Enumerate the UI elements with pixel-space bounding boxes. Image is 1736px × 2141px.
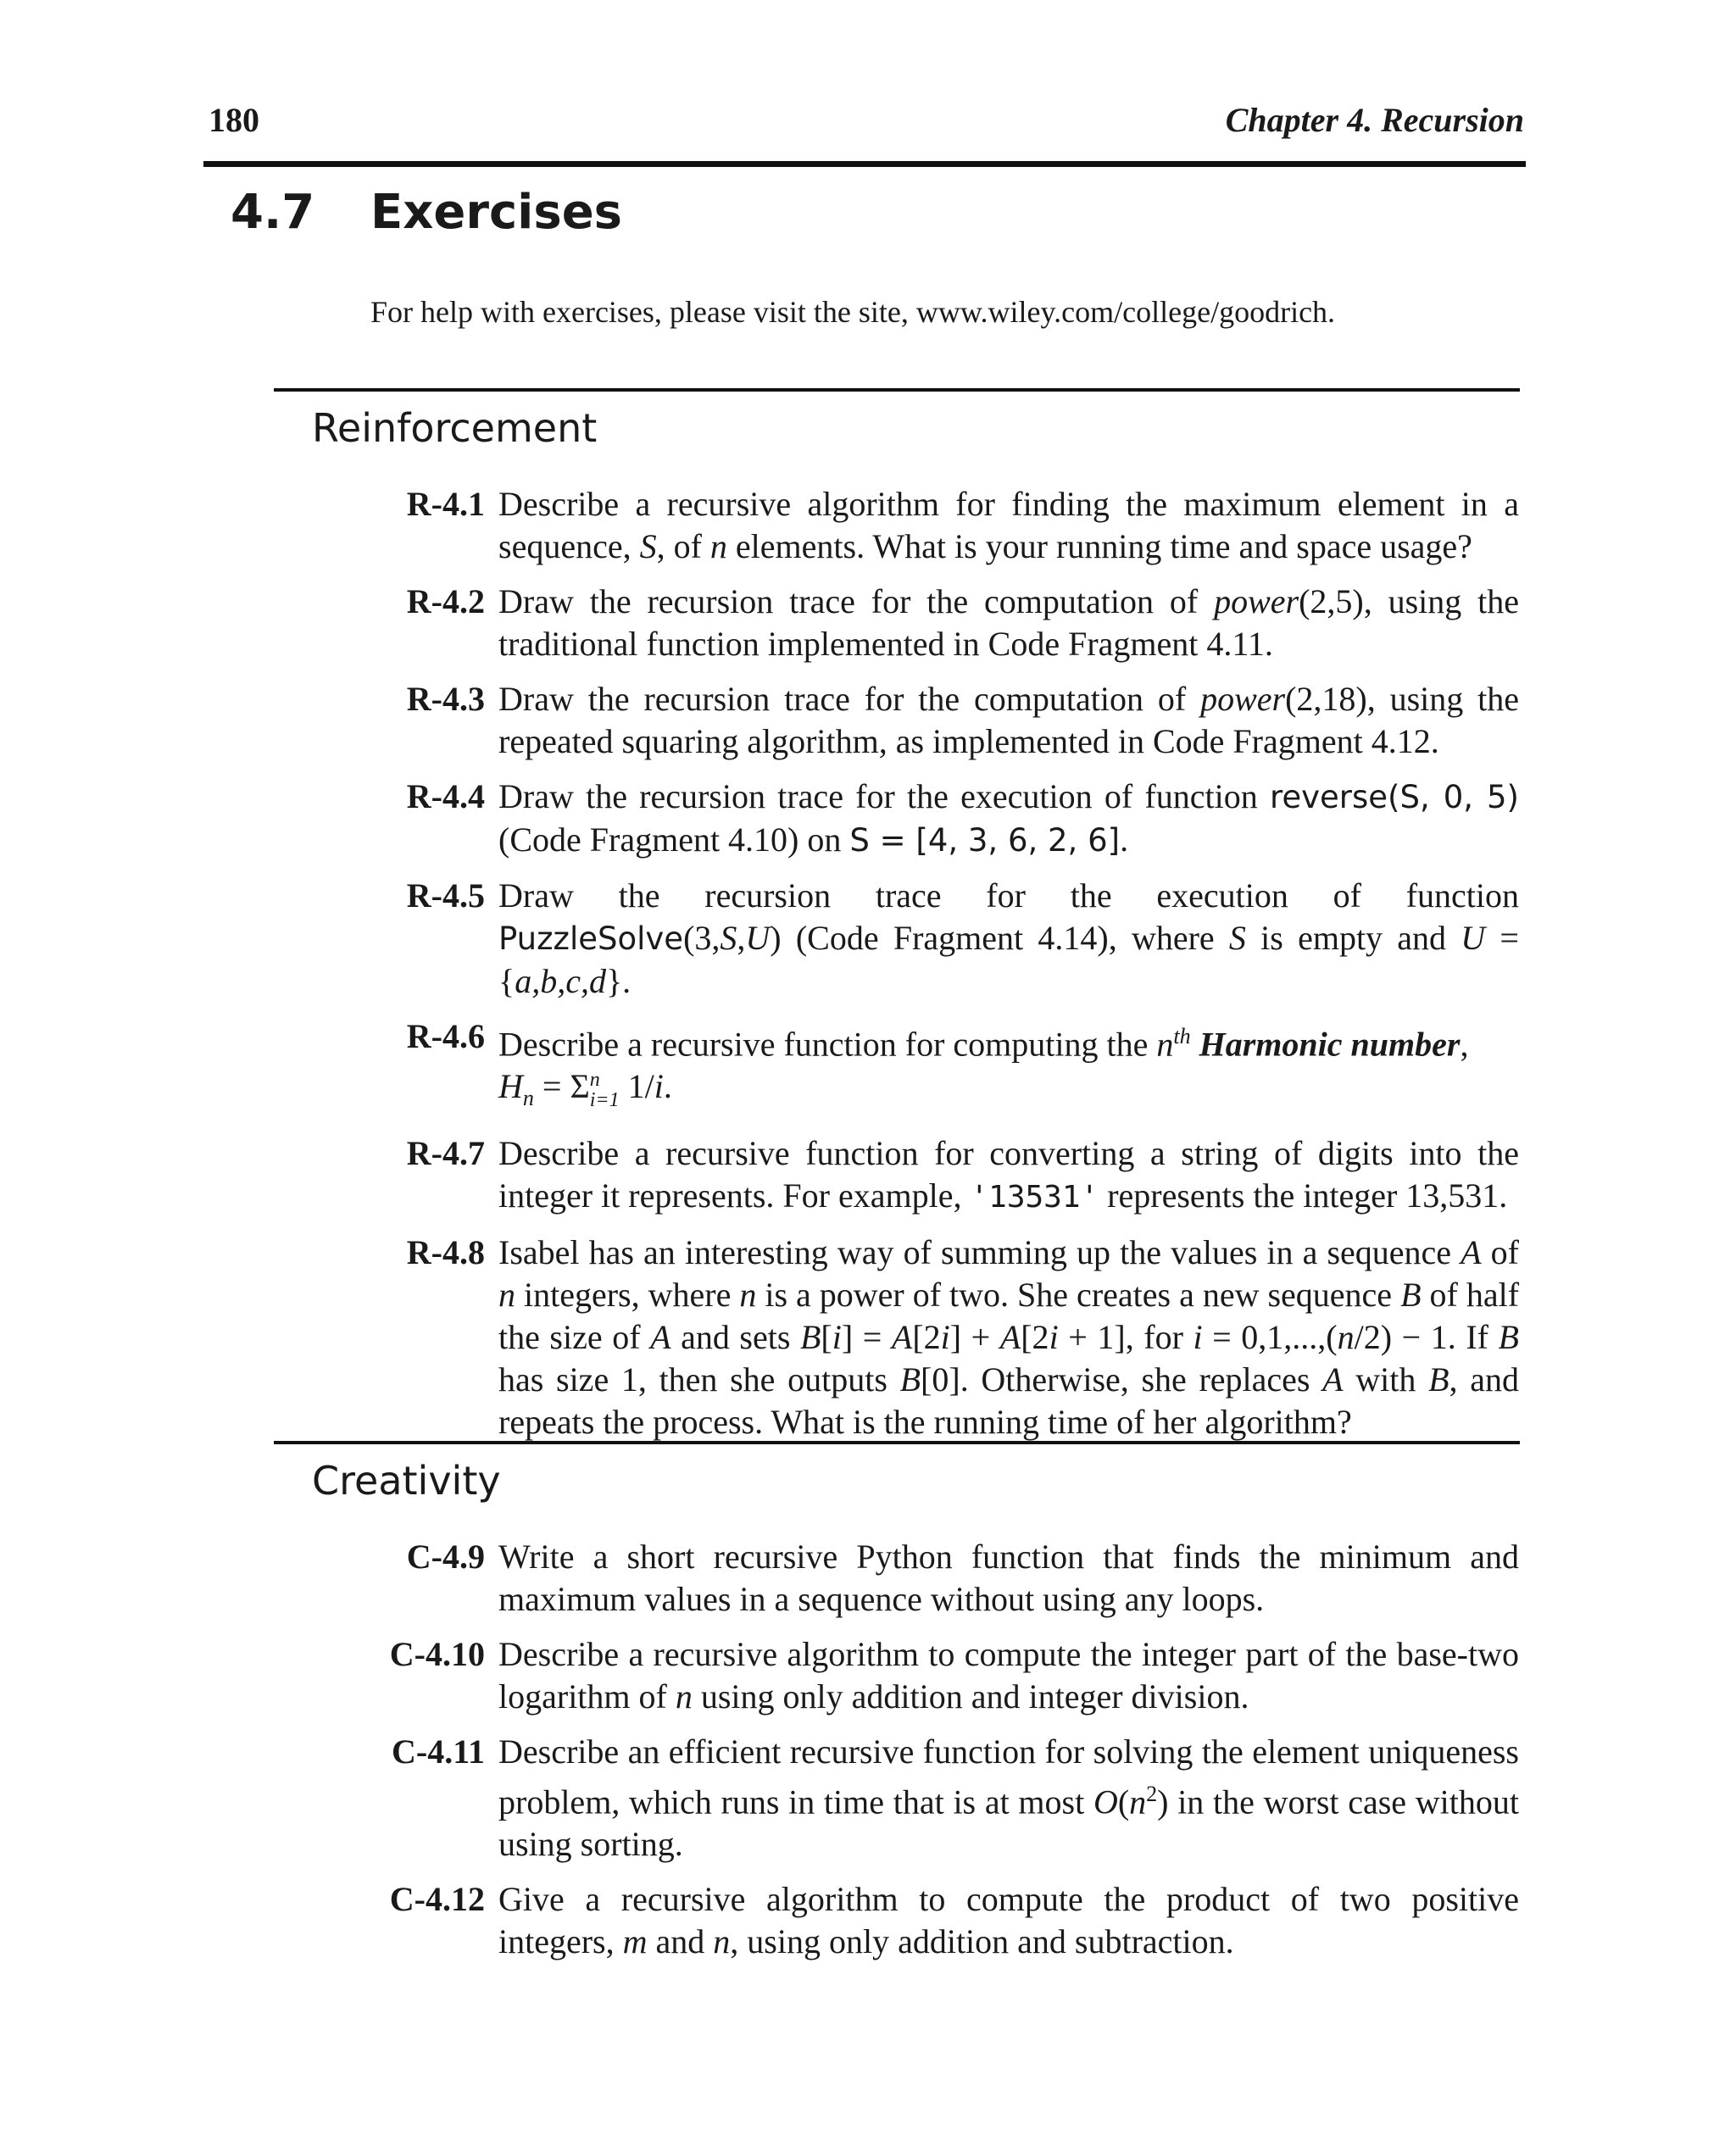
exercise-label: R-4.6 bbox=[406, 1017, 485, 1055]
exercise-c-4-9 bbox=[364, 1536, 1519, 1621]
section-number: 4.7 bbox=[231, 185, 315, 240]
exercise-label: C-4.10 bbox=[389, 1635, 485, 1673]
exercise-r-4-4 bbox=[364, 776, 1519, 862]
reinforcement-list bbox=[364, 483, 1519, 1456]
exercise-r-4-3 bbox=[364, 678, 1519, 763]
header-rule bbox=[203, 161, 1526, 167]
exercise-r-4-8 bbox=[364, 1232, 1519, 1443]
exercise-label: R-4.5 bbox=[406, 876, 485, 915]
running-head: Chapter 4. Recursion bbox=[1225, 101, 1524, 139]
exercise-text: Draw the recursion trace for the computation of power(2,5), using the traditional function implemented in Code Fragment 4.11. bbox=[498, 582, 1520, 663]
exercise-text: Describe a recursive algorithm for finding the maximum element in a sequence, S, of n elements. What is your running time and space usage? bbox=[498, 485, 1519, 565]
exercise-label: R-4.3 bbox=[406, 680, 485, 718]
exercise-text: Describe a recursive algorithm to compute the integer part of the base-two logarithm of n using only addition and integer division. bbox=[498, 1635, 1519, 1716]
section-heading bbox=[231, 185, 622, 240]
section-title: Exercises bbox=[370, 185, 623, 240]
exercise-text: Describe an efficient recursive function for solving the element uniqueness problem, which runs in time that is at most $O(n^2)$ in the worst case without using sorting. bbox=[498, 1732, 1519, 1864]
creativity-heading: Creativity bbox=[312, 1458, 501, 1504]
exercise-r-4-1 bbox=[364, 483, 1519, 568]
reinforcement-heading: Reinforcement bbox=[312, 405, 598, 451]
page-number: 180 bbox=[209, 101, 259, 139]
exercise-c-4-12 bbox=[364, 1878, 1519, 1963]
exercise-label: C-4.12 bbox=[389, 1880, 485, 1919]
exercise-text: Give a recursive algorithm to compute the product of two positive integers, m and n, using only addition and subtraction. bbox=[498, 1880, 1519, 1961]
creativity-list bbox=[364, 1536, 1519, 1976]
exercise-text: Isabel has an interesting way of summing up the values in a sequence A of n integers, where n is a power of two. She creates a new sequence B of half the size of A and sets B[i] = A[2i] + A[2i + 1], for i = 0,1,...,(n/2) − 1. If B has size 1, then she outputs B[0]. Otherwise, she replaces A with B, and repeats the process. What is the running time of her algorithm? bbox=[498, 1233, 1520, 1442]
exercise-label: R-4.1 bbox=[406, 485, 485, 523]
exercise-c-4-11 bbox=[364, 1731, 1519, 1866]
exercise-text: Describe a recursive function for converting a string of digits into the integer it represents. For example, '13531' represents the integer 13,531. bbox=[498, 1134, 1519, 1215]
exercise-r-4-6 bbox=[364, 1015, 1519, 1120]
exercise-label: R-4.4 bbox=[406, 777, 485, 815]
exercise-r-4-2 bbox=[364, 581, 1519, 665]
exercise-r-4-5 bbox=[364, 875, 1519, 1003]
exercise-text: Draw the recursion trace for the execution of function reverse(S, 0, 5) (Code Fragment 4.10) on S = [4, 3, 6, 2, 6]. bbox=[498, 777, 1519, 859]
exercise-label: C-4.9 bbox=[406, 1538, 485, 1576]
exercise-text: Describe a recursive function for computing the $n^{th}$ Harmonic number, $H_n = \Sigma$ n i=1 1/i. bbox=[498, 1024, 1469, 1112]
exercise-label: R-4.8 bbox=[406, 1233, 485, 1272]
reinforcement-rule bbox=[274, 388, 1520, 392]
exercise-label: R-4.2 bbox=[406, 582, 485, 620]
exercise-c-4-10 bbox=[364, 1633, 1519, 1718]
help-text: For help with exercises, please visit the site, www.wiley.com/college/goodrich. bbox=[370, 295, 1336, 329]
exercise-text: Write a short recursive Python function that finds the minimum and maximum values in a sequence without using any loops. bbox=[498, 1538, 1519, 1618]
exercise-label: R-4.7 bbox=[406, 1134, 485, 1173]
exercise-r-4-7 bbox=[364, 1132, 1519, 1219]
exercise-text: Draw the recursion trace for the execution of function PuzzleSolve(3,S,U) (Code Fragment 4.14), where S is empty and U = {a,b,c,d}. bbox=[498, 876, 1519, 1000]
exercise-label: C-4.11 bbox=[392, 1732, 485, 1771]
creativity-rule bbox=[274, 1441, 1520, 1444]
exercise-text: Draw the recursion trace for the computation of power(2,18), using the repeated squaring algorithm, as implemented in Code Fragment 4.12. bbox=[498, 680, 1520, 760]
